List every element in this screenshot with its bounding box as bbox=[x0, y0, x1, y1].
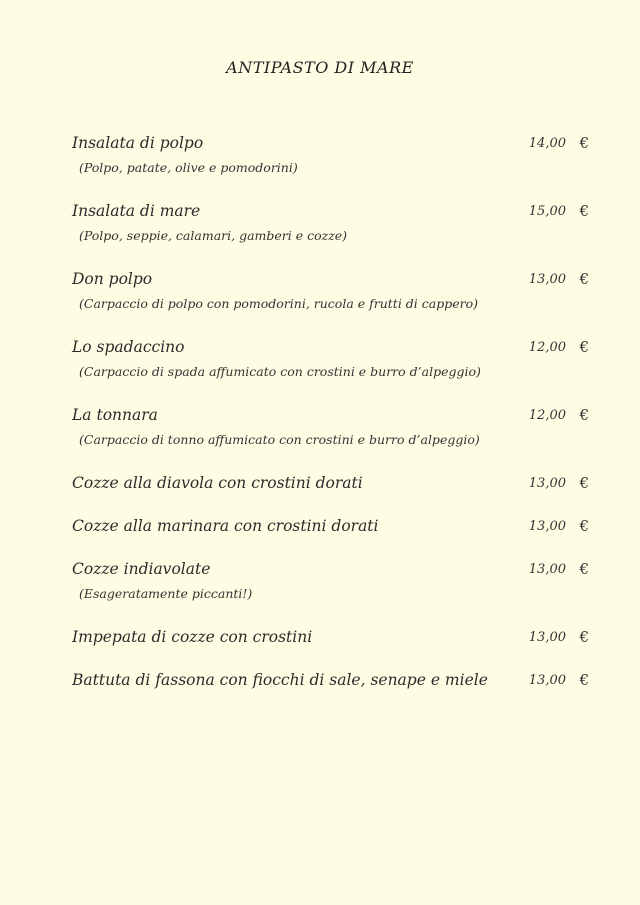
menu-item-price: 13,00 bbox=[528, 630, 566, 645]
menu-item bbox=[72, 337, 592, 405]
menu-item-price: 13,00 bbox=[528, 476, 566, 491]
menu-item-name: Don polpo bbox=[72, 270, 153, 288]
menu-item-price: 12,00 bbox=[528, 408, 566, 423]
menu-item-price: 12,00 bbox=[528, 340, 566, 355]
euro-currency-symbol: € bbox=[579, 202, 589, 220]
euro-currency-symbol: € bbox=[579, 560, 589, 578]
euro-currency-symbol: € bbox=[579, 338, 589, 356]
menu-item-name: Lo spadaccino bbox=[72, 338, 185, 356]
menu-item-price: 14,00 bbox=[528, 136, 566, 151]
menu-title: ANTIPASTO DI MARE bbox=[226, 58, 414, 77]
menu-item-name: Insalata di polpo bbox=[72, 134, 204, 152]
menu-item-name: Cozze indiavolate bbox=[72, 560, 211, 578]
euro-currency-symbol: € bbox=[579, 517, 589, 535]
menu-item-description: (Carpaccio di tonno affumicato con crostini e burro d’alpeggio) bbox=[79, 432, 480, 447]
menu-item-description: (Polpo, seppie, calamari, gamberi e cozze) bbox=[79, 228, 348, 243]
euro-currency-symbol: € bbox=[579, 270, 589, 288]
euro-currency-symbol: € bbox=[579, 671, 589, 689]
menu-item-name: La tonnara bbox=[72, 406, 158, 424]
menu-item-price: 13,00 bbox=[528, 272, 566, 287]
menu-item bbox=[72, 516, 592, 559]
menu-item bbox=[72, 670, 592, 713]
menu-item-price: 15,00 bbox=[528, 204, 566, 219]
menu-item bbox=[72, 201, 592, 269]
menu-item-name: Cozze alla marinara con crostini dorati bbox=[72, 517, 379, 535]
menu-item bbox=[72, 627, 592, 670]
menu-list bbox=[72, 133, 592, 713]
menu-item-name: Cozze alla diavola con crostini dorati bbox=[72, 474, 363, 492]
menu-item bbox=[72, 269, 592, 337]
euro-currency-symbol: € bbox=[579, 628, 589, 646]
menu-item-description: (Carpaccio di spada affumicato con crostini e burro d’alpeggio) bbox=[79, 364, 481, 379]
euro-currency-symbol: € bbox=[579, 474, 589, 492]
euro-currency-symbol: € bbox=[579, 406, 589, 424]
menu-item-name: Battuta di fassona con fiocchi di sale, senape e miele bbox=[72, 671, 488, 689]
menu-item-price: 13,00 bbox=[528, 673, 566, 688]
menu-item-price: 13,00 bbox=[528, 562, 566, 577]
menu-item bbox=[72, 405, 592, 473]
menu-item-description: (Polpo, patate, olive e pomodorini) bbox=[79, 160, 298, 175]
menu-item-description: (Esageratamente piccanti!) bbox=[79, 586, 253, 601]
menu-item bbox=[72, 133, 592, 201]
menu-item-name: Insalata di mare bbox=[72, 202, 201, 220]
menu-item bbox=[72, 473, 592, 516]
menu-item-name: Impepata di cozze con crostini bbox=[72, 628, 313, 646]
euro-currency-symbol: € bbox=[579, 134, 589, 152]
menu-item-description: (Carpaccio di polpo con pomodorini, rucola e frutti di cappero) bbox=[79, 296, 478, 311]
menu-item-price: 13,00 bbox=[528, 519, 566, 534]
menu-item bbox=[72, 559, 592, 627]
